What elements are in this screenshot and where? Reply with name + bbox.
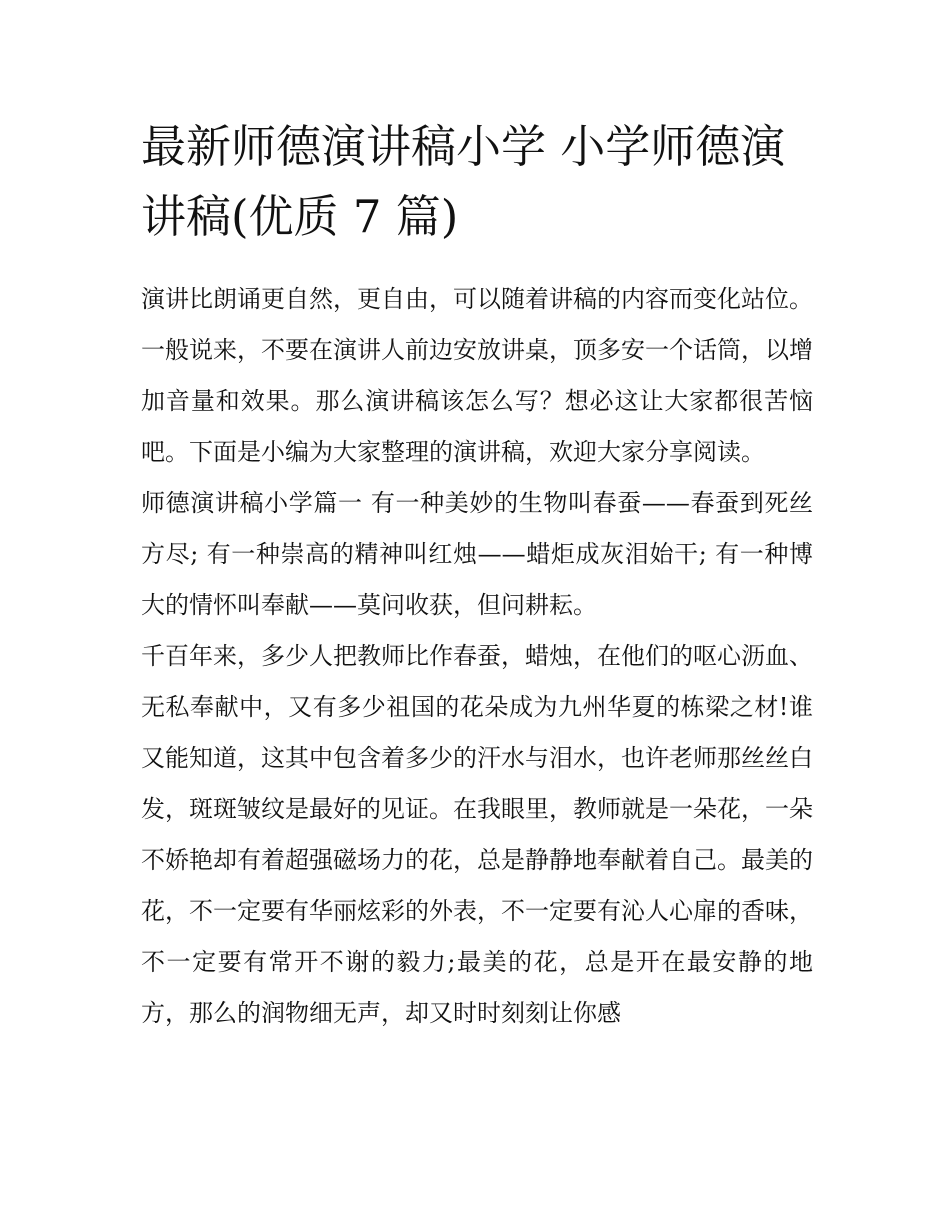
paragraph-section-one: 师德演讲稿小学篇一 有一种美妙的生物叫春蚕——春蚕到死丝方尽; 有一种崇高的精神叫红烛——蜡炬成灰泪始干; 有一种博大的情怀叫奉献——莫问收获，但问耕耘。 bbox=[141, 489, 813, 619]
paragraph-body: 千百年来，多少人把教师比作春蚕，蜡烛，在他们的呕心沥血、无私奉献中，又有多少祖国的花朵成为九州华夏的栋梁之材!谁又能知道，这其中包含着多少的汗水与泪水，也许老师那丝丝白发，斑斑皱纹是最好的见证。在我眼里，教师就是一朵花，一朵不娇艳却有着超强磁场力的花，总是静静地奉献着自己。最美的花，不一定要有华丽炫彩的外表，不一定要有沁人心扉的香味，不一定要有常开不谢的毅力;最美的花，总是开在最安静的地方，那么的润物细无声，却又时时刻刻让你感 bbox=[141, 642, 813, 1027]
paragraph-intro: 演讲比朗诵更自然，更自由，可以随着讲稿的内容而变化站位。一般说来，不要在演讲人前边安放讲桌，顶多安一个话筒，以增加音量和效果。那么演讲稿该怎么写？想必这让大家都很苦恼吧。下面是小编为大家整理的演讲稿，欢迎大家分享阅读。 bbox=[141, 285, 813, 466]
document-content bbox=[141, 112, 813, 1039]
document-title: 最新师德演讲稿小学 小学师德演讲稿(优质 7 篇) bbox=[141, 120, 786, 243]
document-body bbox=[141, 274, 813, 1039]
